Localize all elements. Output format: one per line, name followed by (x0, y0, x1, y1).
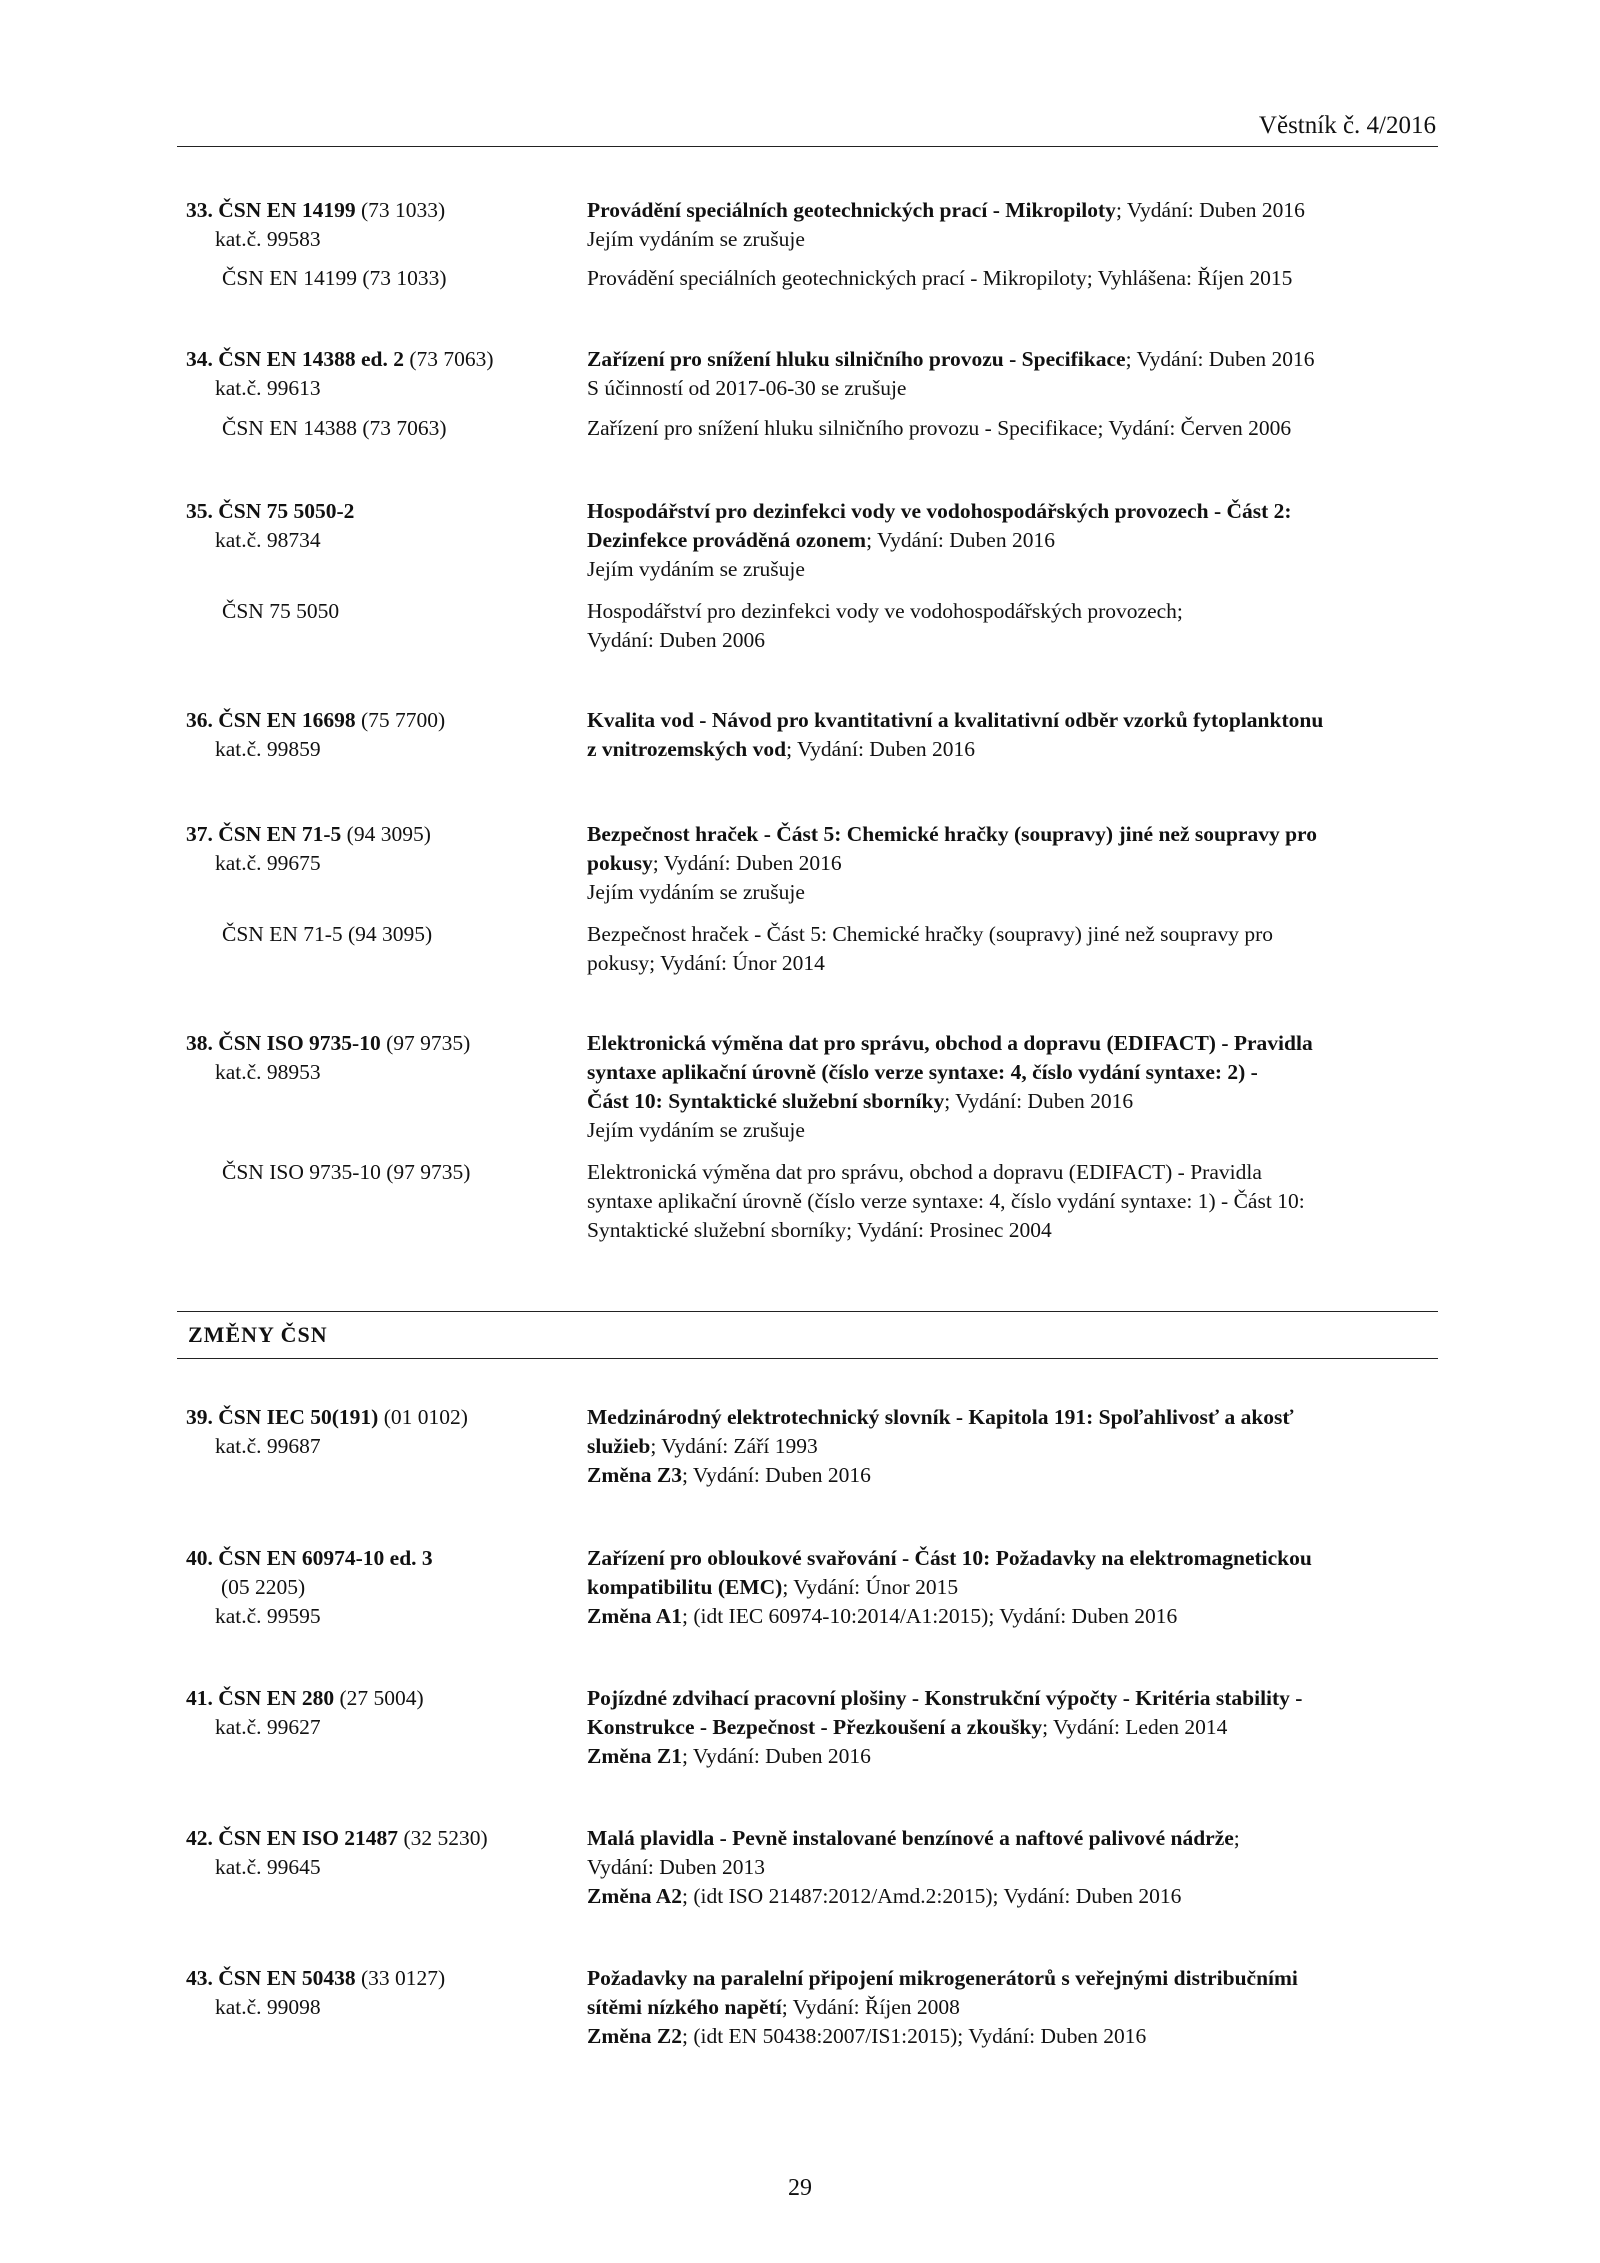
entry-description (587, 497, 1438, 584)
old-text-line2: pokusy; Vydání: Únor 2014 (587, 951, 825, 975)
entry-code (186, 820, 566, 878)
standard-title-line1: Elektronická výměna dat pro správu, obchod a dopravu (EDIFACT) - Pravidla (587, 1031, 1313, 1055)
cancel-note: S účinností od 2017-06-30 se zrušuje (587, 376, 907, 400)
entry-description (587, 1964, 1438, 2051)
old-standard-text: Zařízení pro snížení hluku silničního provozu - Specifikace; Vydání: Červen 2006 (587, 416, 1292, 440)
entry-number: 38. (186, 1031, 213, 1055)
class-code: (75 7700) (355, 708, 446, 732)
standard-code: ČSN EN ISO 21487 (218, 1826, 399, 1850)
standard-title-line2: Dezinfekce prováděná ozonem (587, 528, 867, 552)
catalog-number: kat.č. 98734 (215, 528, 321, 552)
entry-number: 43. (186, 1966, 213, 1990)
change-entry-43 (186, 1964, 1438, 2051)
entry-code (186, 706, 566, 764)
entry-code (186, 1684, 566, 1742)
title-separator: ; (1233, 1826, 1240, 1850)
issue-date: ; Vydání: Září 1993 (650, 1434, 818, 1458)
old-text-line1: Elektronická výměna dat pro správu, obchod a dopravu (EDIFACT) - Pravidla (587, 1160, 1262, 1184)
catalog-number: kat.č. 98953 (215, 1060, 321, 1084)
issue-date: ; Vydání: Duben 2016 (652, 851, 842, 875)
catalog-number: kat.č. 99645 (215, 1855, 321, 1879)
entry-code (186, 1824, 566, 1882)
standard-title-line1: Hospodářství pro dezinfekci vody ve vodohospodářských provozech - Část 2: (587, 499, 1292, 523)
class-code: (01 0102) (378, 1405, 468, 1429)
bulletin-title: Věstník č. 4/2016 (1258, 112, 1436, 139)
change-date: ; (idt IEC 60974-10:2014/A1:2015); Vydání: Duben 2016 (681, 1604, 1178, 1628)
issue-date: ; Vydání: Duben 2016 (944, 1089, 1134, 1113)
change-date: ; Vydání: Duben 2016 (681, 1744, 871, 1768)
standard-title: Zařízení pro snížení hluku silničního provozu - Specifikace (587, 347, 1126, 371)
standard-title-line2: z vnitrozemských vod (587, 737, 787, 761)
standard-title-line1: Medzinárodný elektrotechnický slovník - Kapitola 191: Spoľahlivosť a akosť (587, 1405, 1294, 1429)
old-standard-text (587, 920, 1438, 978)
standard-title-line1: Zařízení pro obloukové svařování - Část 10: Požadavky na elektromagnetickou (587, 1546, 1312, 1570)
standard-title-line2: sítěmi nízkého napětí (587, 1995, 782, 2019)
entry-description (587, 345, 1438, 403)
old-standard-text (587, 1158, 1438, 1245)
entry-code (186, 1029, 566, 1087)
entry-number: 34. (186, 347, 213, 371)
catalog-number: kat.č. 99583 (215, 227, 321, 251)
standard-code: ČSN EN 280 (218, 1686, 335, 1710)
entry-number: 40. (186, 1546, 213, 1570)
entry-description (587, 820, 1438, 907)
standard-title-line2: Konstrukce - Bezpečnost - Přezkoušení a zkoušky (587, 1715, 1043, 1739)
standard-title-line1: Bezpečnost hraček - Část 5: Chemické hračky (soupravy) jiné než soupravy pro (587, 822, 1317, 846)
old-standard-code: ČSN 75 5050 (222, 599, 340, 623)
entry-code (186, 1544, 566, 1631)
page-number: 29 (788, 2175, 812, 2201)
old-text-line2: Vydání: Duben 2006 (587, 628, 765, 652)
catalog-number: kat.č. 99859 (215, 737, 321, 761)
standard-title-line2: kompatibilitu (EMC) (587, 1575, 783, 1599)
cancel-note: Jejím vydáním se zrušuje (587, 227, 805, 251)
entry-number: 35. (186, 499, 213, 523)
entry-description (587, 1824, 1438, 1911)
entry-description (587, 1684, 1438, 1771)
change-label: Změna A2 (587, 1884, 682, 1908)
issue-date: ; Vydání: Duben 2016 (1115, 198, 1305, 222)
page-header (177, 110, 1438, 147)
standard-code: ČSN IEC 50(191) (218, 1405, 379, 1429)
old-standard-code: ČSN EN 14199 (73 1033) (222, 266, 447, 290)
class-code: (94 3095) (341, 822, 431, 846)
standard-title-line3: Část 10: Syntaktické služební sborníky (587, 1089, 945, 1113)
standard-entry-34 (186, 345, 1438, 443)
standard-code: ČSN EN 60974-10 ed. 3 (218, 1546, 433, 1570)
standard-title-line1: Požadavky na paralelní připojení mikrogenerátorů s veřejnými distribučními (587, 1966, 1298, 1990)
change-entry-40 (186, 1544, 1438, 1631)
standard-title-line2: služieb (587, 1434, 651, 1458)
change-label: Změna Z2 (587, 2024, 682, 2048)
old-text-line2: syntaxe aplikační úrovně (číslo verze syntaxe: 4, číslo vydání syntaxe: 1) - Část 10: (587, 1189, 1305, 1213)
standard-entry-36 (186, 706, 1438, 764)
entry-number: 42. (186, 1826, 213, 1850)
standard-entry-38 (186, 1029, 1438, 1245)
old-standard-code: ČSN ISO 9735-10 (97 9735) (222, 1160, 471, 1184)
entry-code (186, 1964, 566, 2022)
catalog-number: kat.č. 99098 (215, 1995, 321, 2019)
class-code: (32 5230) (398, 1826, 488, 1850)
change-entry-42 (186, 1824, 1438, 1911)
cancel-note: Jejím vydáním se zrušuje (587, 880, 805, 904)
class-code: (33 0127) (355, 1966, 446, 1990)
change-label: Změna Z1 (587, 1744, 682, 1768)
standard-title-line1: Malá plavidla - Pevně instalované benzínové a naftové palivové nádrže (587, 1826, 1234, 1850)
change-date: ; Vydání: Duben 2016 (681, 1463, 871, 1487)
entry-code (186, 497, 566, 555)
old-text-line1: Bezpečnost hraček - Část 5: Chemické hračky (soupravy) jiné než soupravy pro (587, 922, 1273, 946)
standard-title-line2: syntaxe aplikační úrovně (číslo verze syntaxe: 4, číslo vydání syntaxe: 2) - (587, 1060, 1258, 1084)
old-standard-code: ČSN EN 71-5 (94 3095) (222, 922, 433, 946)
standard-title-line1: Kvalita vod - Návod pro kvantitativní a kvalitativní odběr vzorků fytoplanktonu (587, 708, 1324, 732)
entry-description (587, 1403, 1438, 1490)
issue-date: ; Vydání: Leden 2014 (1042, 1715, 1228, 1739)
entry-code (186, 196, 566, 254)
standard-title-line1: Pojízdné zdvihací pracovní plošiny - Konstrukční výpočty - Kritéria stability - (587, 1686, 1303, 1710)
standard-entry-35 (186, 497, 1438, 655)
entry-description (587, 706, 1438, 764)
standard-code: ČSN EN 14388 ed. 2 (218, 347, 405, 371)
class-code: (73 1033) (355, 198, 446, 222)
catalog-number: kat.č. 99613 (215, 376, 321, 400)
old-text-line1: Hospodářství pro dezinfekci vody ve vodohospodářských provozech; (587, 599, 1183, 623)
issue-date: ; Vydání: Duben 2016 (866, 528, 1055, 552)
change-entry-39 (186, 1403, 1438, 1490)
issue-date: ; Vydání: Duben 2016 (1125, 347, 1315, 371)
entry-number: 39. (186, 1405, 213, 1429)
old-standard-text (587, 597, 1438, 655)
standard-title: Provádění speciálních geotechnických prací - Mikropiloty (587, 198, 1116, 222)
change-date: ; (idt ISO 21487:2012/Amd.2:2015); Vydání: Duben 2016 (681, 1884, 1182, 1908)
standard-code: ČSN EN 14199 (218, 198, 356, 222)
section-header (177, 1311, 1438, 1359)
catalog-number: kat.č. 99627 (215, 1715, 321, 1739)
old-text-line3: Syntaktické služební sborníky; Vydání: Prosinec 2004 (587, 1218, 1052, 1242)
entry-number: 37. (186, 822, 213, 846)
change-label: Změna Z3 (587, 1463, 682, 1487)
class-code: (27 5004) (334, 1686, 424, 1710)
cancel-note: Jejím vydáním se zrušuje (587, 1118, 805, 1142)
issue-date: ; Vydání: Duben 2016 (786, 737, 975, 761)
class-code: (73 7063) (404, 347, 494, 371)
section-title: ZMĚNY ČSN (188, 1322, 328, 1347)
standard-code: ČSN EN 16698 (218, 708, 356, 732)
entry-description (587, 1544, 1438, 1631)
entry-number: 36. (186, 708, 213, 732)
old-standard-text: Provádění speciálních geotechnických prací - Mikropiloty; Vyhlášena: Říjen 2015 (587, 266, 1293, 290)
old-standard-code: ČSN EN 14388 (73 7063) (222, 416, 447, 440)
change-date: ; (idt EN 50438:2007/IS1:2015); Vydání: Duben 2016 (681, 2024, 1147, 2048)
issue-date: Vydání: Duben 2013 (587, 1855, 765, 1879)
entry-description (587, 196, 1438, 254)
change-label: Změna A1 (587, 1604, 682, 1628)
cancel-note: Jejím vydáním se zrušuje (587, 557, 805, 581)
catalog-number: kat.č. 99687 (215, 1434, 321, 1458)
issue-date: ; Vydání: Říjen 2008 (781, 1995, 960, 2019)
class-code: (05 2205) (221, 1575, 306, 1599)
standard-entry-33 (186, 196, 1438, 293)
entry-code (186, 1403, 566, 1461)
entry-description (587, 1029, 1438, 1145)
entry-code (186, 345, 566, 403)
standard-code: ČSN 75 5050-2 (218, 499, 355, 523)
catalog-number: kat.č. 99675 (215, 851, 321, 875)
class-code: (97 9735) (380, 1031, 471, 1055)
standard-entry-37 (186, 820, 1438, 978)
standard-code: ČSN ISO 9735-10 (218, 1031, 381, 1055)
catalog-number: kat.č. 99595 (215, 1604, 321, 1628)
standard-code: ČSN EN 50438 (218, 1966, 356, 1990)
change-entry-41 (186, 1684, 1438, 1771)
issue-date: ; Vydání: Únor 2015 (782, 1575, 959, 1599)
standard-title-line2: pokusy (587, 851, 653, 875)
entry-number: 33. (186, 198, 213, 222)
standard-code: ČSN EN 71-5 (218, 822, 342, 846)
entry-number: 41. (186, 1686, 213, 1710)
